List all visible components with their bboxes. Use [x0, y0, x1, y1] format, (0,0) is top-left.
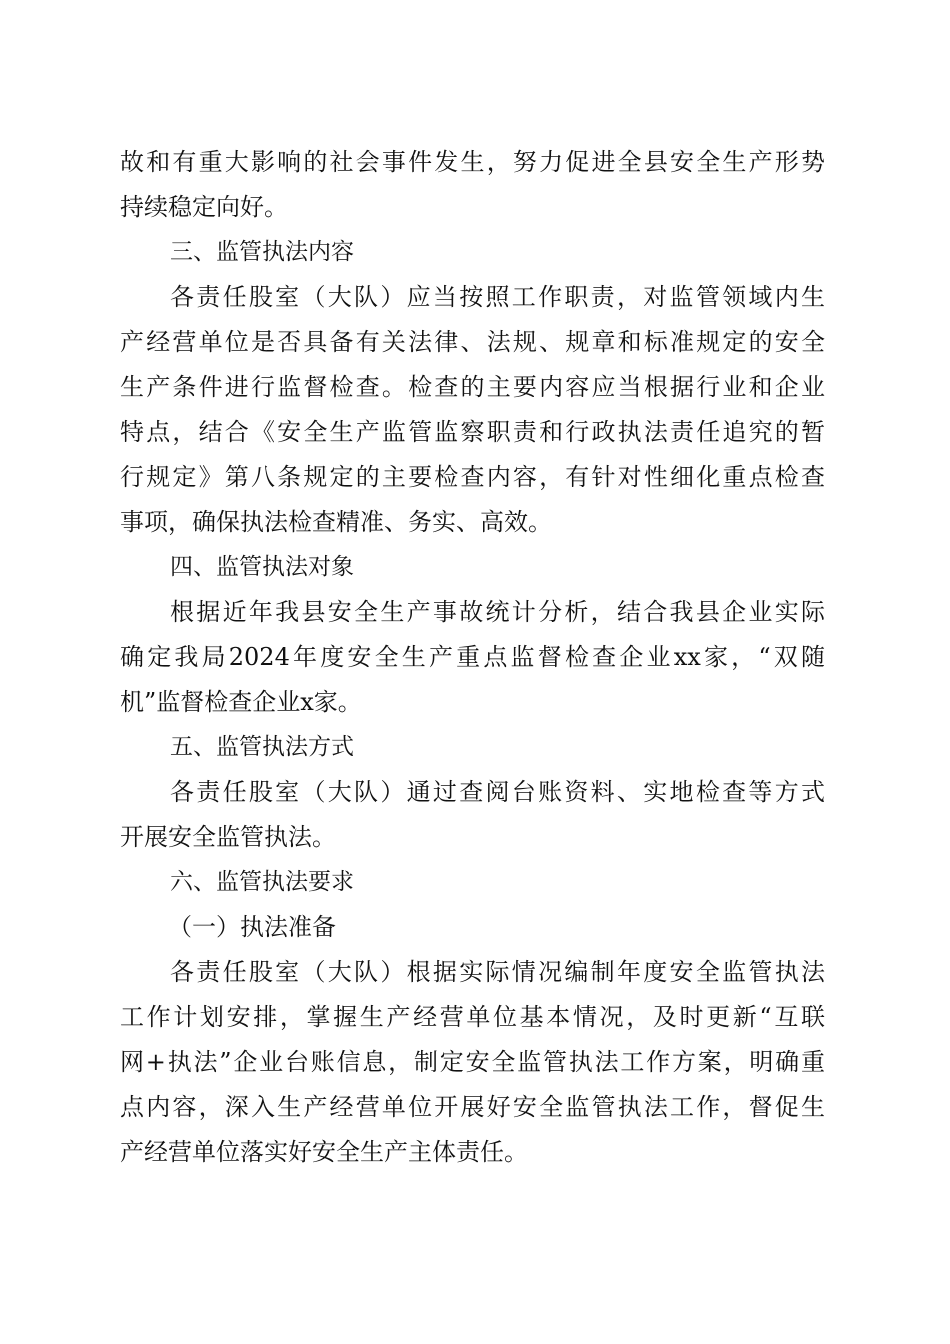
- text-line: 各责任股室（大队）应当按照工作职责，对监管领域内生: [170, 283, 825, 311]
- text-line: 事项，确保执法检查精准、务实、高效。: [120, 508, 552, 536]
- section-heading-5: 五、监管执法方式: [170, 734, 354, 760]
- text-line: 特点，结合《安全生产监管监察职责和行政执法责任追究的暂: [120, 418, 825, 446]
- section-heading-4: 四、监管执法对象: [170, 554, 354, 580]
- text-line: 各责任股室（大队）通过查阅台账资料、实地检查等方式: [170, 778, 825, 806]
- text-line: 持续稳定向好。: [120, 193, 288, 221]
- paragraph-targets: [120, 590, 825, 725]
- text-line: 故和有重大影响的社会事件发生，努力促进全县安全生产形势: [120, 148, 825, 176]
- subsection-heading-1: （一）执法准备: [168, 913, 336, 941]
- paragraph-continuation: [120, 140, 825, 230]
- paragraph-content: [120, 275, 825, 545]
- paragraph-preparation: [120, 950, 825, 1175]
- text-line: 开展安全监管执法。: [120, 823, 336, 851]
- section-heading-3: 三、监管执法内容: [170, 239, 354, 265]
- text-line: 网+执法”企业台账信息，制定安全监管执法工作方案，明确重: [120, 1048, 825, 1076]
- section-heading-6: 六、监管执法要求: [170, 869, 354, 895]
- text-line: 工作计划安排，掌握生产经营单位基本情况，及时更新“互联: [120, 1003, 825, 1031]
- text-line: 确定我局2024年度安全生产重点监督检查企业xx家，“双随: [120, 643, 825, 671]
- text-line: 生产条件进行监督检查。检查的主要内容应当根据行业和企业: [120, 373, 825, 401]
- text-line: 点内容，深入生产经营单位开展好安全监管执法工作，督促生: [120, 1093, 825, 1121]
- text-line: 行规定》第八条规定的主要检查内容，有针对性细化重点检查: [120, 463, 825, 491]
- text-line: 各责任股室（大队）根据实际情况编制年度安全监管执法: [170, 958, 825, 986]
- text-line: 机”监督检查企业x家。: [120, 688, 362, 716]
- text-line: 根据近年我县安全生产事故统计分析，结合我县企业实际: [170, 598, 825, 626]
- text-line: 产经营单位是否具备有关法律、法规、规章和标准规定的安全: [120, 328, 825, 356]
- document-body: [120, 140, 825, 1175]
- text-line: 产经营单位落实好安全生产主体责任。: [120, 1138, 528, 1166]
- paragraph-methods: [120, 770, 825, 860]
